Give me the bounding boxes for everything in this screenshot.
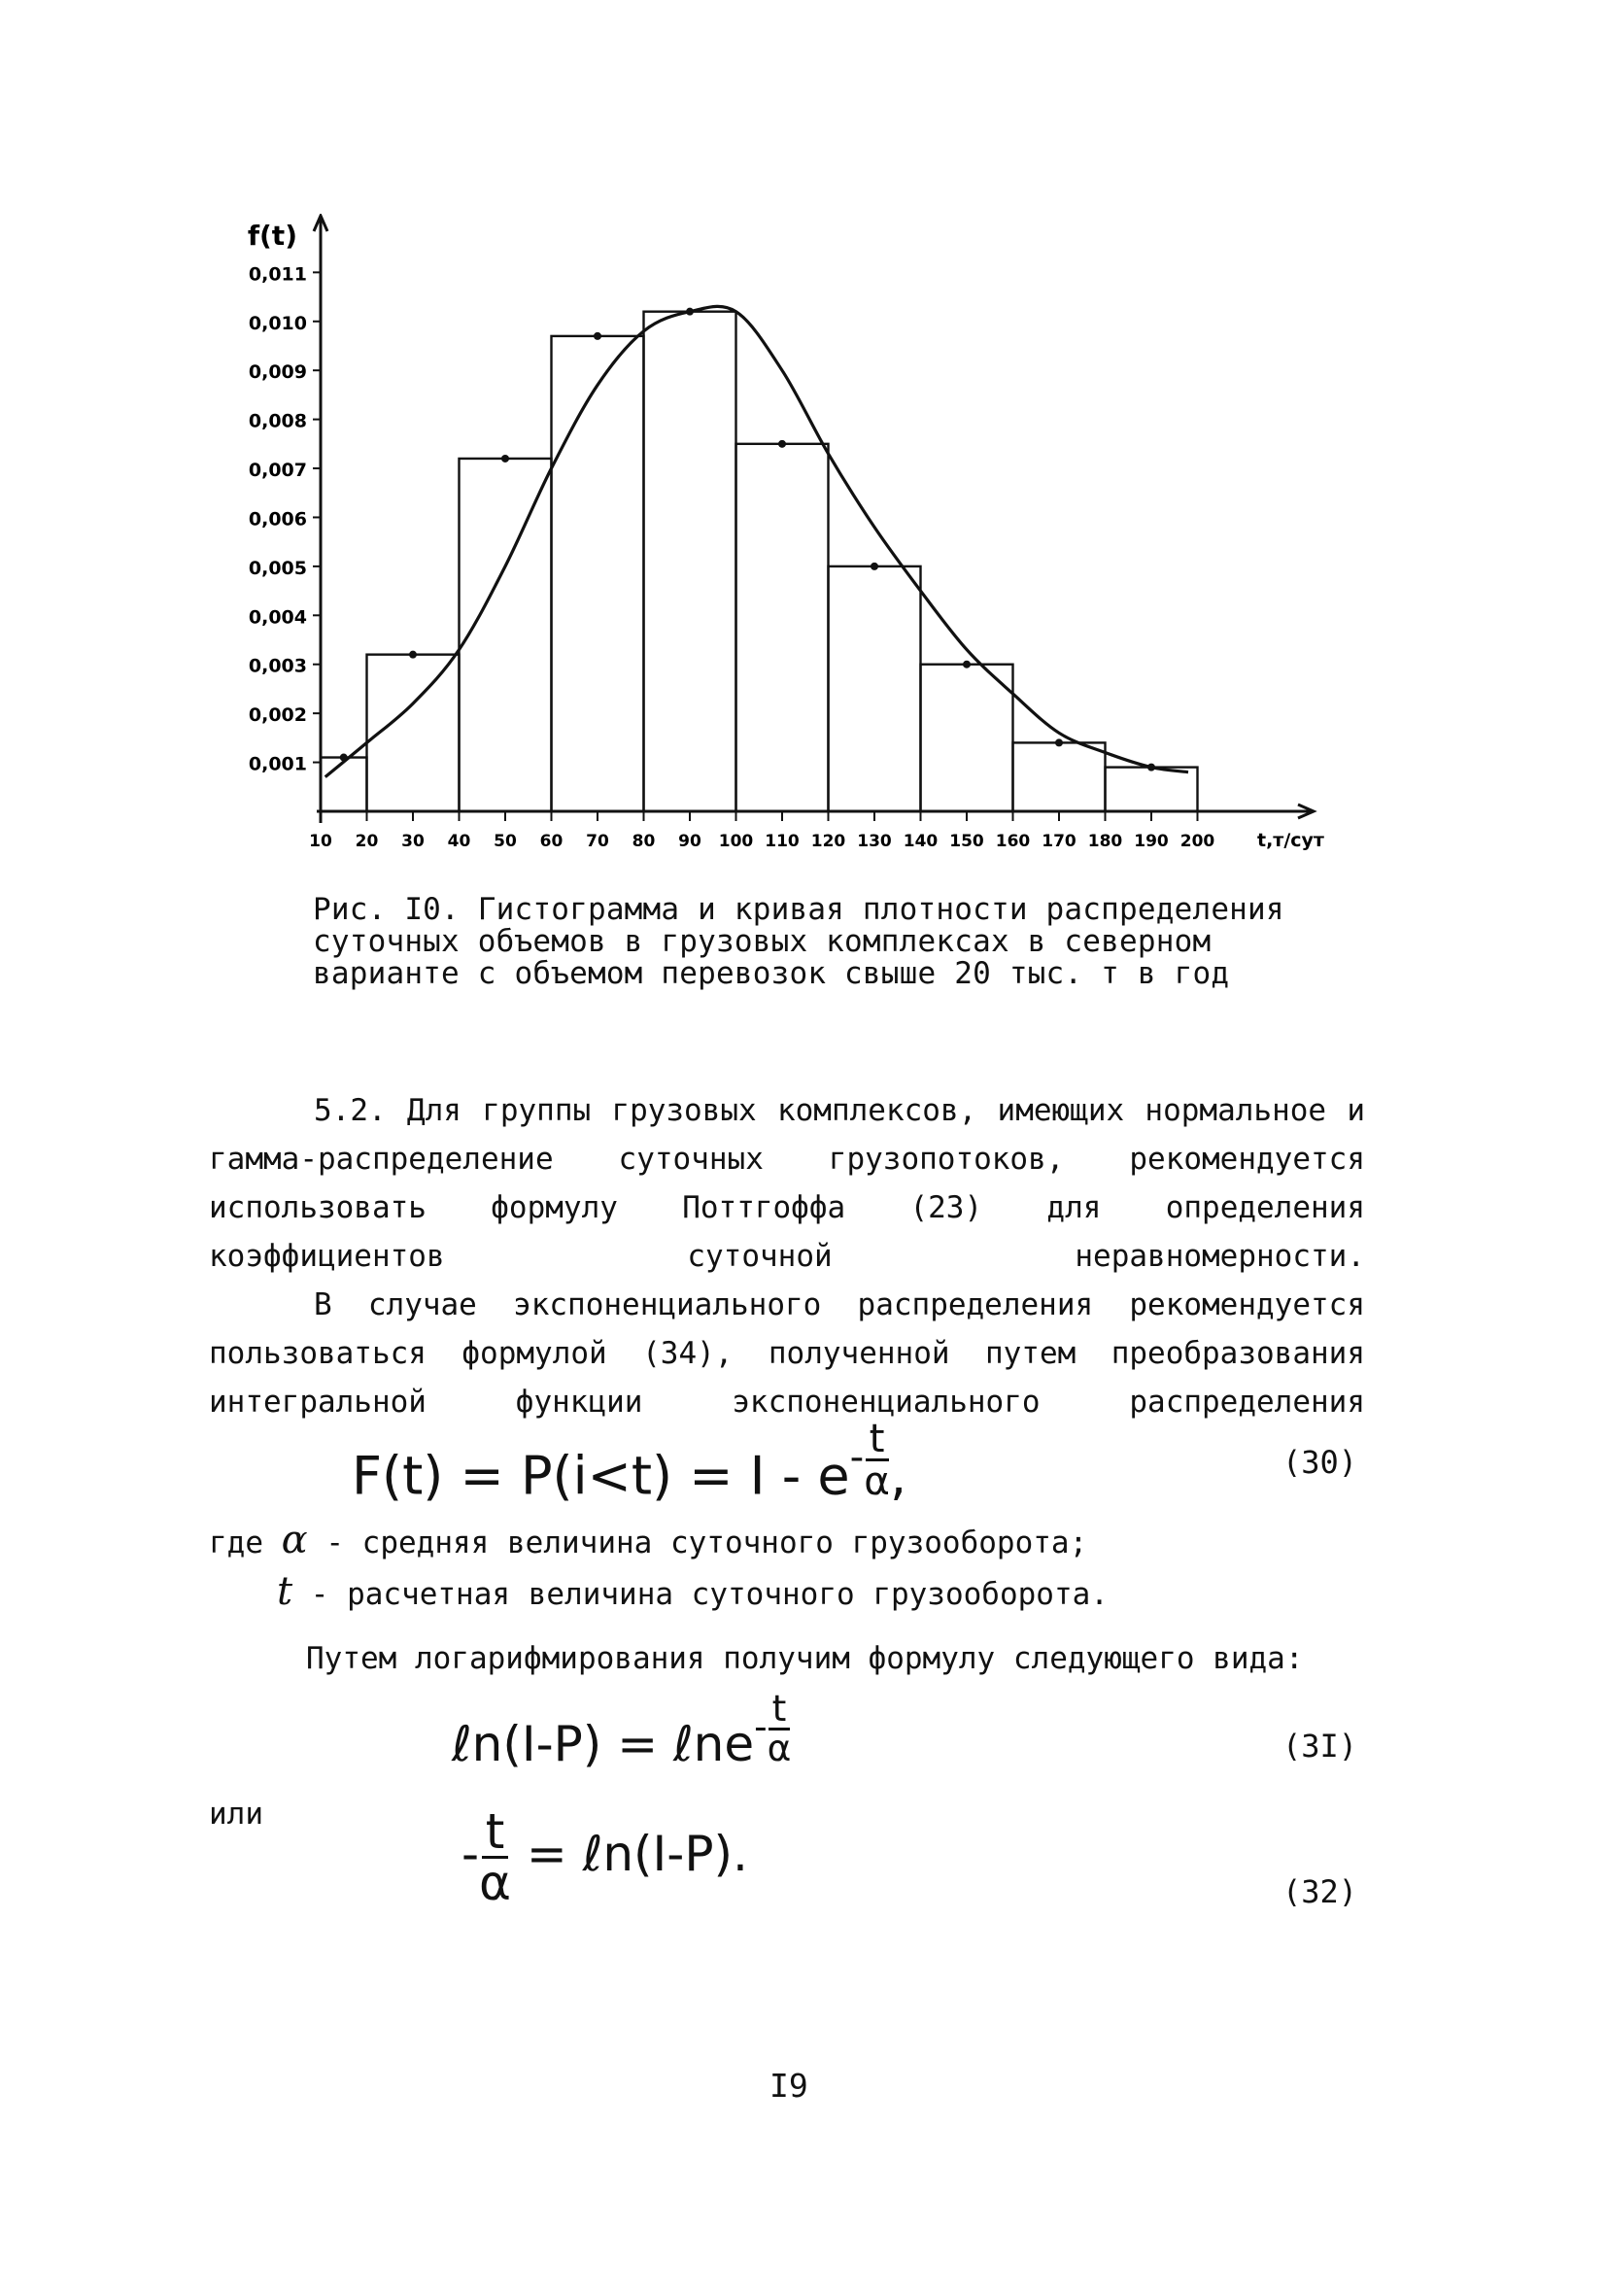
paragraph-5-2: 5.2. Для группы грузовых комплексов, имеющих нормальное и гамма-распределение суточных грузопотоков, рекомендуется использовать формулу Поттгоффа (23) для определения коэффициентов суточной неравномерности. bbox=[209, 1093, 1365, 1274]
x-tick-label-11: 110 bbox=[765, 832, 800, 851]
y-tick-label-11: 0,011 bbox=[248, 263, 307, 286]
y-tick-label-5: 0,005 bbox=[248, 557, 307, 579]
y-tick-label-7: 0,007 bbox=[248, 460, 307, 482]
definition-alpha: где α - средняя величина суточного грузооборота; bbox=[209, 1518, 1088, 1562]
figure-caption: Рис. I0. Гистограмма и кривая плотности распределения суточных объемов в грузовых комплексах в северном варианте с объемом перевозок свыше 20 тыс. т в год bbox=[313, 892, 1284, 991]
curve-point-4 bbox=[594, 332, 601, 340]
x-tick-label-20: 200 bbox=[1179, 832, 1215, 851]
formula-31: ℓn(I-P) = ℓne$^{- \frac{t}{\alpha}}$ bbox=[452, 1687, 792, 1772]
y-tick-label-4: 0,004 bbox=[248, 606, 307, 629]
x-tick-label-15: 150 bbox=[949, 832, 984, 851]
histogram-bar-3 bbox=[460, 459, 552, 811]
curve-point-3 bbox=[501, 455, 509, 463]
axis-ticks bbox=[248, 220, 1324, 851]
curve-point-9 bbox=[1055, 738, 1063, 746]
curve-point-1 bbox=[340, 754, 348, 762]
histogram-bar-9 bbox=[1013, 742, 1106, 811]
definition-t: t - расчетная величина суточного грузооборота. bbox=[277, 1569, 1109, 1614]
formula-32: - $\frac{t}{\alpha}$ = ℓn(I-P). bbox=[461, 1803, 748, 1911]
x-tick-label-12: 120 bbox=[810, 832, 846, 851]
y-tick-label-8: 0,008 bbox=[248, 410, 307, 432]
x-tick-label-16: 160 bbox=[995, 832, 1031, 851]
x-tick-label-3: 30 bbox=[401, 832, 425, 851]
y-axis-label: f(t) bbox=[247, 220, 297, 252]
curve-point-10 bbox=[1147, 764, 1155, 771]
x-axis-label: t,т/сут bbox=[1257, 830, 1324, 851]
x-tick-label-4: 40 bbox=[447, 832, 471, 851]
curve-point-6 bbox=[778, 440, 786, 448]
histogram-bar-4 bbox=[552, 336, 644, 811]
histogram-chart bbox=[233, 214, 1380, 874]
formula-31-number: (3I) bbox=[1282, 1728, 1358, 1765]
histogram-bar-5 bbox=[644, 312, 736, 811]
histogram-bar-10 bbox=[1106, 768, 1198, 811]
chart-axes bbox=[314, 216, 1314, 823]
curve-point-7 bbox=[871, 563, 878, 570]
y-tick-label-1: 0,001 bbox=[248, 753, 307, 775]
x-tick-label-19: 190 bbox=[1134, 832, 1169, 851]
x-tick-label-10: 100 bbox=[718, 832, 754, 851]
curve-point-5 bbox=[686, 308, 694, 316]
x-tick-label-6: 60 bbox=[539, 832, 564, 851]
definitions bbox=[209, 1516, 1109, 1619]
density-curve-line bbox=[325, 306, 1188, 776]
y-tick-label-9: 0,009 bbox=[248, 361, 307, 384]
or-label: или bbox=[209, 1797, 263, 1832]
x-tick-label-5: 50 bbox=[494, 832, 517, 851]
x-tick-label-8: 80 bbox=[632, 832, 656, 851]
x-tick-label-2: 20 bbox=[355, 832, 379, 851]
x-tick-label-18: 180 bbox=[1087, 832, 1123, 851]
y-tick-label-2: 0,002 bbox=[248, 704, 307, 727]
curve-point-2 bbox=[409, 651, 417, 659]
formula-30: $F(t) = P(i<t) = I - e^{- \frac{t}{\alpha}}$ , bbox=[352, 1415, 907, 1507]
y-tick-label-6: 0,006 bbox=[248, 508, 307, 531]
curve-point-8 bbox=[963, 661, 971, 668]
y-tick-label-3: 0,003 bbox=[248, 655, 307, 677]
histogram-bar-1 bbox=[321, 758, 367, 811]
x-tick-label-14: 140 bbox=[903, 832, 939, 851]
histogram-bar-6 bbox=[736, 444, 829, 811]
paragraph-exponential: В случае экспоненциального распределения рекомендуется пользоваться формулой (34), полученной путем преобразования интегральной функции экспоненциального распределения bbox=[209, 1287, 1365, 1420]
x-tick-label-7: 70 bbox=[586, 832, 609, 851]
density-curve bbox=[325, 306, 1188, 776]
paragraph-log: Путем логарифмирования получим формулу следующего вида: bbox=[306, 1641, 1304, 1676]
page-number: I9 bbox=[769, 2067, 808, 2105]
x-tick-label-1: 10 bbox=[309, 832, 332, 851]
x-tick-label-9: 90 bbox=[678, 832, 701, 851]
histogram-bar-7 bbox=[829, 566, 921, 811]
x-tick-label-17: 170 bbox=[1042, 832, 1076, 851]
formula-32-number: (32) bbox=[1282, 1873, 1358, 1910]
x-tick-label-13: 130 bbox=[857, 832, 892, 851]
y-tick-label-10: 0,010 bbox=[248, 312, 307, 334]
formula-30-number: (30) bbox=[1282, 1444, 1358, 1481]
histogram-bar-8 bbox=[921, 665, 1013, 811]
